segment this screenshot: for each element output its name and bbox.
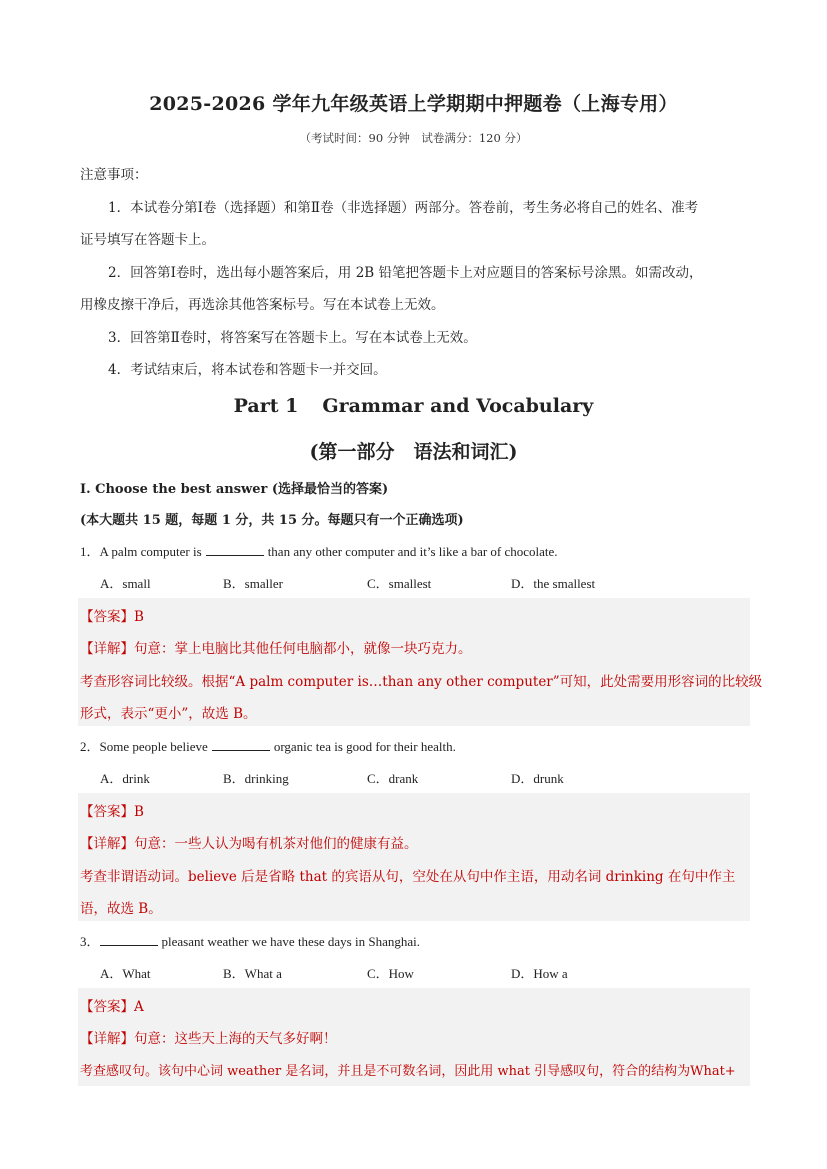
option-a: A．drink: [100, 771, 150, 786]
option-b: B．What a: [223, 966, 282, 981]
section-instruction: (本大题共 15 题，每题 1 分，共 15 分。每题只有一个正确选项): [80, 513, 464, 528]
option-b: B．drinking: [223, 771, 289, 786]
answer-explanation: 语，故选 B。: [80, 901, 162, 917]
answer-blank: [206, 543, 264, 556]
option-b: B．smaller: [223, 576, 283, 591]
option-d: D．the smallest: [511, 576, 596, 591]
option-c: C．smallest: [367, 576, 432, 591]
notice-line: 3．回答第Ⅱ卷时，将答案写在答题卡上。写在本试卷上无效。: [108, 330, 477, 346]
notice-line: 1．本试卷分第Ⅰ卷（选择题）和第Ⅱ卷（非选择题）两部分。答卷前，考生务必将自己的姓名、准考: [108, 200, 699, 216]
answer-key: 【答案】A: [80, 999, 144, 1015]
part-name: Grammar and Vocabulary: [322, 395, 594, 417]
question-stem: 3． pleasant weather we have these days in Shanghai.: [80, 934, 420, 949]
answer-detail: 【详解】句意：掌上电脑比其他任何电脑都小，就像一块巧克力。: [80, 641, 472, 657]
notice-line: 用橡皮擦干净后，再选涂其他答案标号。写在本试卷上无效。: [80, 297, 445, 313]
section-heading: I. Choose the best answer (选择最恰当的答案): [80, 482, 389, 497]
answer-explanation: 考查感叹句。该句中心词 weather 是名词，并且是不可数名词，因此用 what 引导感叹句，符合的结构为What+: [80, 1064, 736, 1079]
option-a: A．small: [100, 576, 151, 591]
option-c: C．How: [367, 966, 414, 981]
question-stem: 2．Some people believe organic tea is good for their health.: [80, 739, 456, 754]
answer-key: 【答案】B: [80, 804, 144, 820]
answer-detail: 【详解】句意：一些人认为喝有机茶对他们的健康有益。: [80, 836, 418, 852]
answer-explanation: 考查形容词比较级。根据“A palm computer is…than any other computer”可知，此处需要用形容词的比较级: [80, 674, 763, 690]
notice-line: 证号填写在答题卡上。: [80, 232, 215, 248]
option-c: C．drank: [367, 771, 419, 786]
answer-explanation: 形式，表示“更小”，故选 B。: [80, 706, 257, 722]
part-number: Part 1: [233, 395, 299, 417]
answer-key: 【答案】B: [80, 609, 144, 625]
answer-box: [78, 793, 750, 921]
notice-line: 2．回答第Ⅰ卷时，选出每小题答案后，用 2B 铅笔把答题卡上对应题目的答案标号涂黑。如需改动，: [108, 265, 703, 281]
answer-blank: [100, 933, 158, 946]
notice-title: 注意事项：: [80, 167, 148, 183]
part-title-zh: (第一部分 语法和词汇): [309, 441, 518, 463]
exam-title: 2025-2026 学年九年级英语上学期期中押题卷（上海专用）: [149, 93, 678, 115]
part-title-en: [0, 395, 827, 417]
option-d: D．drunk: [511, 771, 564, 786]
answer-detail: 【详解】句意：这些天上海的天气多好啊！: [80, 1031, 337, 1047]
option-d: D．How a: [511, 966, 568, 981]
question-stem: 1．A palm computer is than any other computer and it’s like a bar of chocolate.: [80, 544, 558, 559]
option-a: A．What: [100, 966, 151, 981]
notice-line: 4．考试结束后，将本试卷和答题卡一并交回。: [108, 362, 387, 378]
exam-subtitle: （考试时间：90 分钟 试卷满分：120 分）: [299, 131, 528, 145]
answer-explanation: 考查非谓语动词。believe 后是省略 that 的宾语从句，空处在从句中作主语，用动名词 drinking 在句中作主: [80, 869, 736, 885]
answer-blank: [212, 738, 270, 751]
